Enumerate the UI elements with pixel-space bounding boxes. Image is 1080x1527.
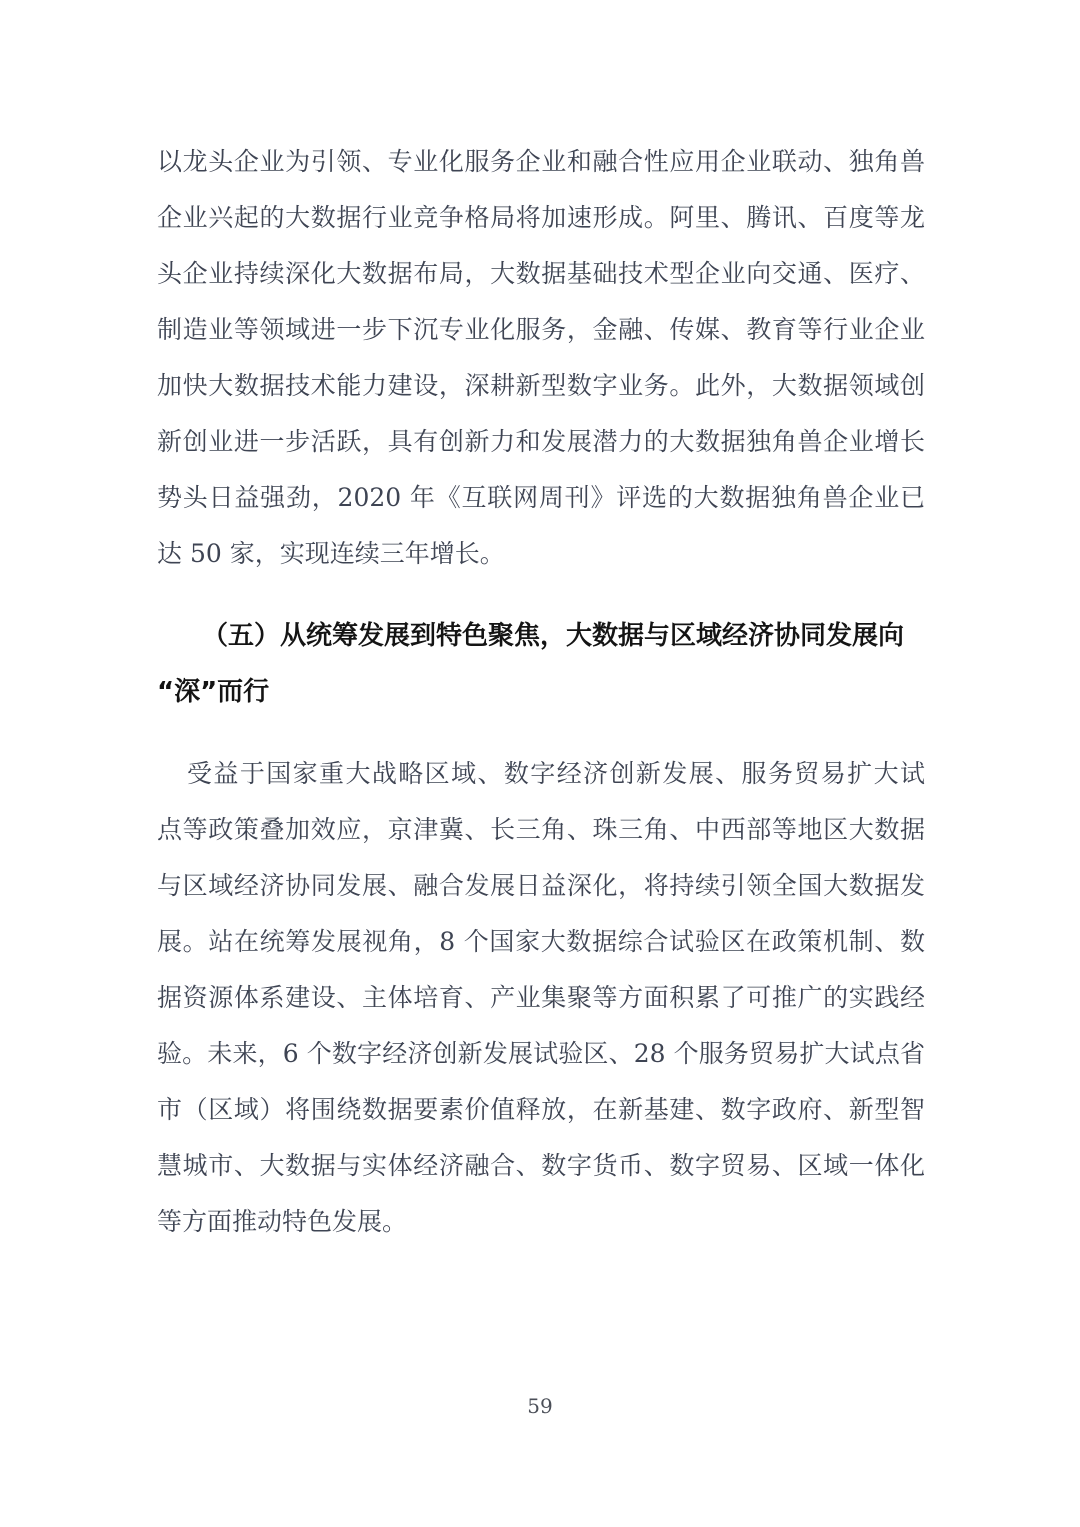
text-line: 势头日益强劲，2020 年《互联网周刊》评选的大数据独角兽企业已 (157, 483, 925, 512)
section-heading-line: （五）从统筹发展到特色聚焦，大数据与区域经济协同发展向 (202, 621, 905, 651)
text-line: 头企业持续深化大数据布局，大数据基础技术型企业向交通、医疗、 (157, 259, 925, 288)
page-content (157, 134, 925, 1250)
text-line: 点等政策叠加效应，京津冀、长三角、珠三角、中西部等地区大数据 (157, 815, 925, 844)
text-line: 慧城市、大数据与实体经济融合、数字货币、数字贸易、区域一体化 (157, 1151, 925, 1180)
text-line: 与区域经济协同发展、融合发展日益深化，将持续引领全国大数据发 (157, 871, 925, 900)
page-number: 59 (527, 1394, 553, 1418)
text-line: 验。未来，6 个数字经济创新发展试验区、28 个服务贸易扩大试点省 (157, 1039, 925, 1068)
body-paragraph-2 (157, 746, 925, 1250)
text-line: 受益于国家重大战略区域、数字经济创新发展、服务贸易扩大试 (187, 759, 925, 788)
section-heading (157, 608, 925, 720)
text-line: 加快大数据技术能力建设，深耕新型数字业务。此外，大数据领域创 (157, 371, 925, 400)
body-paragraph-1 (157, 134, 925, 582)
text-line: 制造业等领域进一步下沉专业化服务，金融、传媒、教育等行业企业 (157, 315, 925, 344)
text-line: 以龙头企业为引领、专业化服务企业和融合性应用企业联动、独角兽 (157, 147, 925, 176)
text-line: 企业兴起的大数据行业竞争格局将加速形成。阿里、腾讯、百度等龙 (157, 203, 925, 232)
text-line: 等方面推动特色发展。 (157, 1207, 408, 1236)
text-line: 市（区域）将围绕数据要素价值释放，在新基建、数字政府、新型智 (157, 1095, 925, 1124)
text-line: 据资源体系建设、主体培育、产业集聚等方面积累了可推广的实践经 (157, 983, 925, 1012)
text-line: 达 50 家，实现连续三年增长。 (157, 539, 505, 568)
section-heading-line: “深”而行 (157, 677, 270, 707)
text-line: 展。站在统筹发展视角，8 个国家大数据综合试验区在政策机制、数 (157, 927, 925, 956)
text-line: 新创业进一步活跃，具有创新力和发展潜力的大数据独角兽企业增长 (157, 427, 925, 456)
